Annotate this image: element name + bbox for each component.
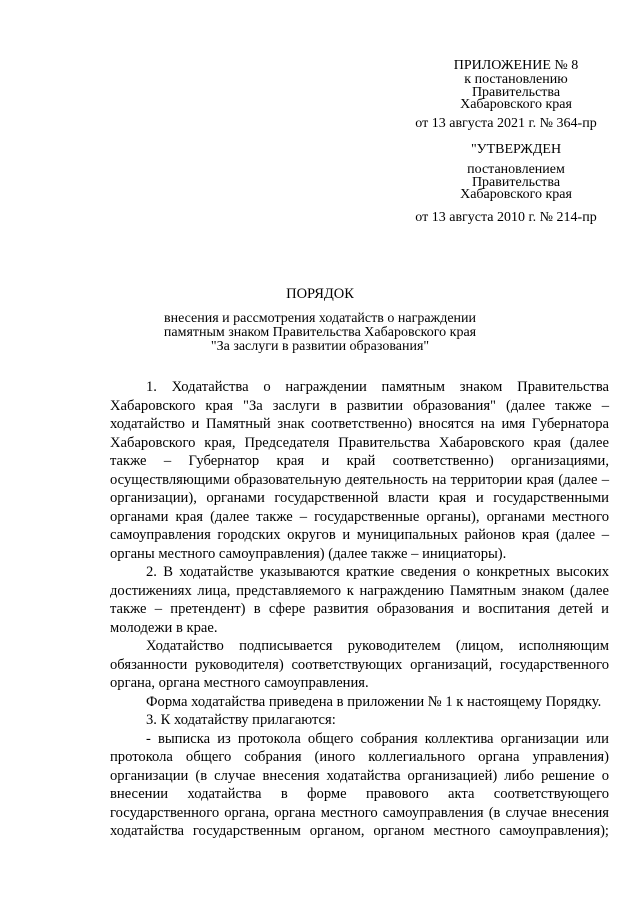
appendix-region: Хабаровского края — [460, 97, 572, 112]
document-subtitle-line2: памятным знаком Правительства Хабаровского края — [163, 325, 477, 340]
appendix-government: Правительства — [471, 84, 561, 100]
paragraph-1: 1. Ходатайства о награждении памятным знаком Правительства Хабаровского края "За заслуги в развитии образования" (далее также – ходатайство и Памятный знак соответственно) вносятся на имя Губернатора Хабаровского края, Председателя Правительства Хабаровского края (далее также – Губернатор края и край соответственно) организациями, осуществляющими образовательную деятельность на территории края (далее – организации), органами государственной власти края и государственными органами края (далее также – государственные органы), органами местного самоуправления городских округов и муниципальных районов края (далее – органы местного самоуправления) (далее также – инициаторы). — [110, 379, 609, 562]
appendix-title: ПРИЛОЖЕНИЕ № 8 — [453, 58, 579, 73]
document-subtitle-line1: внесения и рассмотрения ходатайств о награждении — [163, 311, 477, 326]
document-subtitle-line3: "За заслуги в развитии образования" — [210, 339, 430, 354]
approved-date: от 13 августа 2010 г. № 214-пр — [415, 209, 597, 225]
appendix-date: от 13 августа 2021 г. № 364-пр — [415, 115, 597, 131]
paragraph-2: 2. В ходатайстве указываются краткие сведения о конкретных высоких достижениях лица, представляемого к награждению Памятным знаком (далее также – претендент) в сфере развития образования и воспитания детей и молодежи в крае. — [110, 564, 609, 636]
paragraph-5: 3. К ходатайству прилагаются: — [146, 712, 336, 728]
approved-government: Правительства — [471, 174, 561, 190]
document-title: ПОРЯДОК — [286, 286, 354, 302]
document-body — [110, 378, 609, 841]
paragraph-3: Ходатайство подписывается руководителем (лицом, исполняющим обязанности руководителя) соответствующих организаций, государственного органа, органа местного самоуправления. — [110, 638, 609, 691]
approved-title: "УТВЕРЖДЕН — [470, 142, 562, 157]
paragraph-6: - выписка из протокола общего собрания коллектива организации или протокола общего собрания (иного коллегиального органа управления) организации (в случае внесения ходатайства организацией) либо решение о внесении ходатайства в форме правового акта соответствующего государственного органа, органа местного самоуправления (в случае внесения ходатайства государственным органом, органом местного самоуправления); — [110, 730, 609, 839]
appendix-header — [392, 58, 620, 132]
approved-header — [392, 142, 620, 226]
document-title-block — [110, 287, 530, 354]
paragraph-4: Форма ходатайства приведена в приложении № 1 к настоящему Порядку. — [146, 693, 602, 710]
appendix-to-resolution: к постановлению — [464, 72, 568, 87]
approved-by-resolution: постановлением — [467, 162, 565, 177]
approved-region: Хабаровского края — [460, 187, 572, 202]
